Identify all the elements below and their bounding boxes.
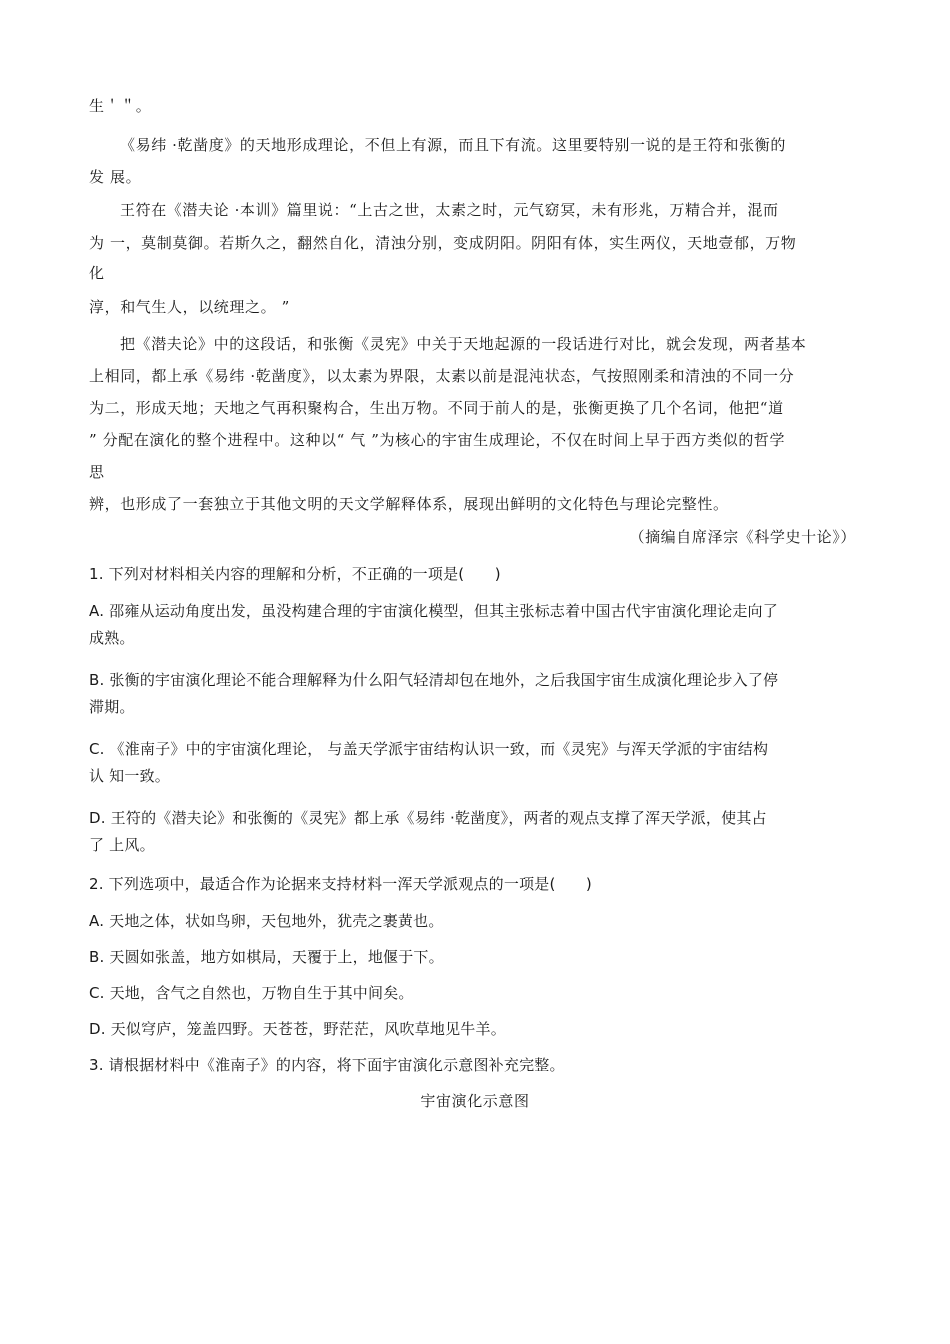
question-1-option-a-line-1: A. 邵雍从运动角度出发，虽没构建合理的宇宙演化模型，但其主张标志着中国古代宇宙演化理论走向了 [89, 602, 778, 620]
question-1-stem: 1. 下列对材料相关内容的理解和分析，不正确的一项是( ) [89, 565, 501, 583]
passage-line-7: 淳，和气生人，以统理之。 ” [89, 298, 290, 316]
passage-line-11: ” 分配在演化的整个进程中。这种以“ 气 ”为核心的宇宙生成理论，不仅在时间上早于西方类似的哲学 [89, 431, 786, 449]
passage-line-4: 王符在《潜夫论 ·本训》篇里说：“上古之世，太素之时，元气窈冥，未有形兆，万精合并，混而 [120, 201, 779, 219]
passage-line-5: 为 一，莫制莫御。若斯久之，翻然自化，清浊分别，变成阴阳。阴阳有体，实生两仪，天地壹郁，万物 [89, 234, 797, 252]
question-1-option-d-line-1: D. 王符的《潜夫论》和张衡的《灵宪》都上承《易纬 ·乾凿度》，两者的观点支撑了浑天学派，使其占 [89, 809, 767, 827]
question-2-option-c: C. 天地，含气之自然也，万物自生于其中间矣。 [89, 984, 414, 1002]
passage-line-1: 生＇＂。 [89, 97, 152, 115]
question-2-stem: 2. 下列选项中，最适合作为论据来支持材料一浑天学派观点的一项是( ) [89, 875, 592, 893]
passage-line-3: 发 展。 [89, 168, 142, 186]
question-2-option-d: D. 天似穹庐，笼盖四野。天苍苍，野茫茫，风吹草地见牛羊。 [89, 1020, 506, 1038]
question-2-option-b: B. 天圆如张盖，地方如棋局，天覆于上，地偃于下。 [89, 948, 444, 966]
question-1-option-d-line-2: 了 上风。 [89, 836, 155, 854]
question-1-option-a-line-2: 成熟。 [89, 629, 135, 647]
question-2-option-a: A. 天地之体，状如鸟卵，天包地外，犹壳之裹黄也。 [89, 912, 444, 930]
passage-line-12: 思 [89, 463, 105, 481]
diagram-title: 宇宙演化示意图 [420, 1092, 530, 1110]
passage-line-9: 上相同，都上承《易纬 ·乾凿度》，以太素为界限，太素以前是混沌状态，气按照刚柔和清浊的不同一分 [89, 367, 795, 385]
question-1-option-c-line-2: 认 知一致。 [89, 767, 170, 785]
passage-line-2: 《易纬 ·乾凿度》的天地形成理论，不但上有源，而且下有流。这里要特别一说的是王符和张衡的 [120, 136, 786, 154]
passage-line-6: 化 [89, 264, 105, 282]
passage-line-8: 把《潜夫论》中的这段话，和张衡《灵宪》中关于天地起源的一段话进行对比，就会发现，两者基本 [120, 335, 807, 353]
question-1-option-c-line-1: C. 《淮南子》中的宇宙演化理论， 与盖天学派宇宙结构认识一致，而《灵宪》与浑天学派的宇宙结构 [89, 740, 769, 758]
passage-line-10: 为二，形成天地；天地之气再积聚构合，生出万物。不同于前人的是，张衡更换了几个名词，他把“道 [89, 399, 784, 417]
question-3-stem: 3. 请根据材料中《淮南子》的内容，将下面宇宙演化示意图补充完整。 [89, 1056, 565, 1074]
question-1-option-b-line-2: 滞期。 [89, 698, 135, 716]
question-1-option-b-line-1: B. 张衡的宇宙演化理论不能合理解释为什么阳气轻清却包在地外，之后我国宇宙生成演化理论步入了停 [89, 671, 779, 689]
passage-line-13: 辨，也形成了一套独立于其他文明的天文学解释体系，展现出鲜明的文化特色与理论完整性。 [89, 495, 729, 513]
passage-source: （摘编自席泽宗《科学史十论》） [629, 528, 856, 546]
